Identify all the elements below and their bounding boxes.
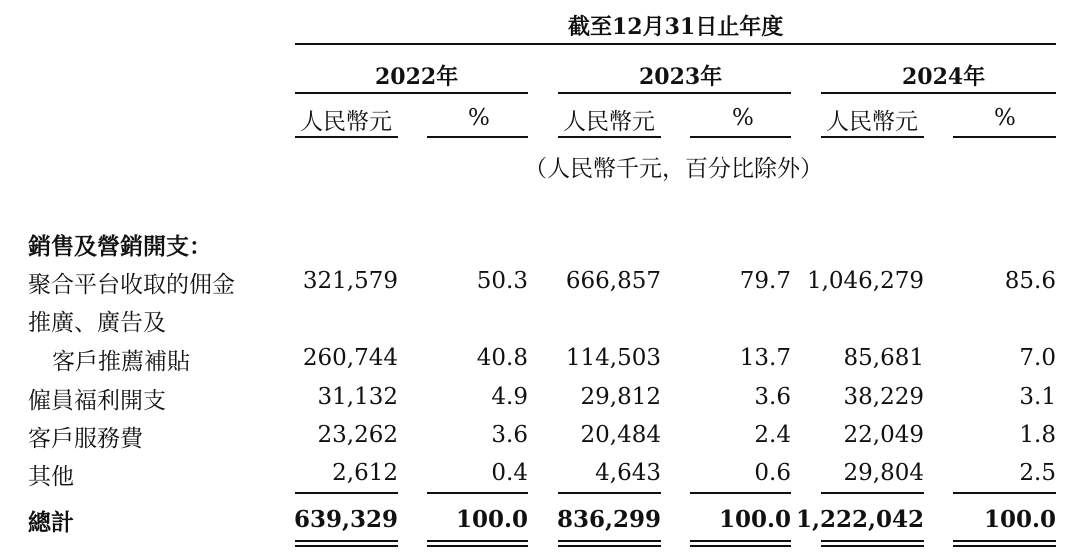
col-rule-pct-2022: [427, 136, 528, 138]
cell-pct-2023: 13.7: [739, 345, 791, 371]
subtotal-rule: [295, 492, 398, 494]
total-double-rule: [295, 540, 398, 547]
year-2022: 2022年: [375, 64, 459, 90]
cell-rmb-2023: 29,812: [580, 384, 661, 410]
period-title: 截至12月31日止年度: [568, 14, 784, 40]
subtotal-rule: [953, 492, 1056, 494]
cell-pct-2022: 40.8: [476, 345, 528, 371]
total-double-rule: [427, 540, 528, 547]
total-pct-2024: 100.0: [983, 506, 1056, 533]
cell-pct-2024: 85.6: [1004, 268, 1056, 294]
row-label: 其他: [28, 464, 74, 490]
cell-pct-2023: 3.6: [754, 384, 791, 410]
cell-rmb-2022: 321,579: [302, 268, 398, 294]
col-rule-rmb-2023: [558, 136, 661, 138]
cell-pct-2022: 3.6: [491, 422, 528, 448]
row-label: 客戶推薦補貼: [52, 349, 190, 375]
total-double-rule: [690, 540, 791, 547]
cell-rmb-2023: 114,503: [565, 345, 661, 371]
subtotal-rule: [821, 492, 924, 494]
section-title: 銷售及營銷開支：: [28, 233, 212, 260]
cell-pct-2023: 0.6: [754, 460, 791, 486]
total-double-rule: [558, 540, 661, 547]
cell-rmb-2022: 260,744: [302, 345, 398, 371]
total-label: 總計: [28, 509, 74, 536]
cell-pct-2024: 3.1: [1019, 384, 1056, 410]
year-rule-2024: [821, 92, 1056, 94]
col-pct-2022: %: [468, 105, 490, 131]
cell-rmb-2023: 4,643: [595, 460, 661, 486]
cell-pct-2024: 2.5: [1019, 460, 1056, 486]
row-label: 聚合平台收取的佣金: [28, 272, 235, 298]
col-rule-rmb-2022: [295, 136, 398, 138]
year-rule-2022: [295, 92, 528, 94]
col-rule-pct-2024: [953, 136, 1056, 138]
cell-pct-2022: 4.9: [491, 384, 528, 410]
row-label: 客戶服務費: [28, 426, 143, 452]
cell-rmb-2022: 2,612: [332, 460, 398, 486]
cell-pct-2023: 79.7: [739, 268, 791, 294]
cell-pct-2023: 2.4: [754, 422, 791, 448]
year-rule-2023: [558, 92, 791, 94]
units-note: （人民幣千元，百分比除外）: [524, 156, 823, 182]
cell-pct-2024: 1.8: [1019, 422, 1056, 448]
col-rmb-2024: 人民幣元: [826, 109, 918, 135]
year-2023: 2023年: [639, 64, 723, 90]
cell-pct-2024: 7.0: [1019, 345, 1056, 371]
cell-rmb-2022: 31,132: [317, 384, 398, 410]
subtotal-rule: [558, 492, 661, 494]
total-pct-2023: 100.0: [718, 506, 791, 533]
cell-rmb-2024: 22,049: [843, 422, 924, 448]
total-pct-2022: 100.0: [455, 506, 528, 533]
col-pct-2023: %: [732, 105, 754, 131]
row-label: 僱員福利開支: [28, 388, 166, 414]
period-rule: [295, 43, 1056, 45]
col-rule-pct-2023: [690, 136, 791, 138]
row-label: 推廣、廣告及: [28, 310, 166, 336]
cell-rmb-2024: 85,681: [843, 345, 924, 371]
cell-rmb-2023: 20,484: [580, 422, 661, 448]
total-double-rule: [953, 540, 1056, 547]
cell-pct-2022: 50.3: [476, 268, 528, 294]
total-rmb-2024: 1,222,042: [795, 506, 924, 533]
col-rule-rmb-2024: [821, 136, 924, 138]
total-rmb-2022: 639,329: [293, 506, 398, 533]
col-rmb-2022: 人民幣元: [300, 109, 392, 135]
cell-rmb-2024: 29,804: [843, 460, 924, 486]
cell-pct-2022: 0.4: [491, 460, 528, 486]
total-double-rule: [821, 540, 924, 547]
cell-rmb-2024: 1,046,279: [806, 268, 924, 294]
cell-rmb-2022: 23,262: [317, 422, 398, 448]
year-2024: 2024年: [902, 64, 986, 90]
cell-rmb-2023: 666,857: [565, 268, 661, 294]
col-rmb-2023: 人民幣元: [563, 109, 655, 135]
subtotal-rule: [690, 492, 791, 494]
subtotal-rule: [427, 492, 528, 494]
cell-rmb-2024: 38,229: [843, 384, 924, 410]
total-rmb-2023: 836,299: [556, 506, 661, 533]
col-pct-2024: %: [994, 105, 1016, 131]
